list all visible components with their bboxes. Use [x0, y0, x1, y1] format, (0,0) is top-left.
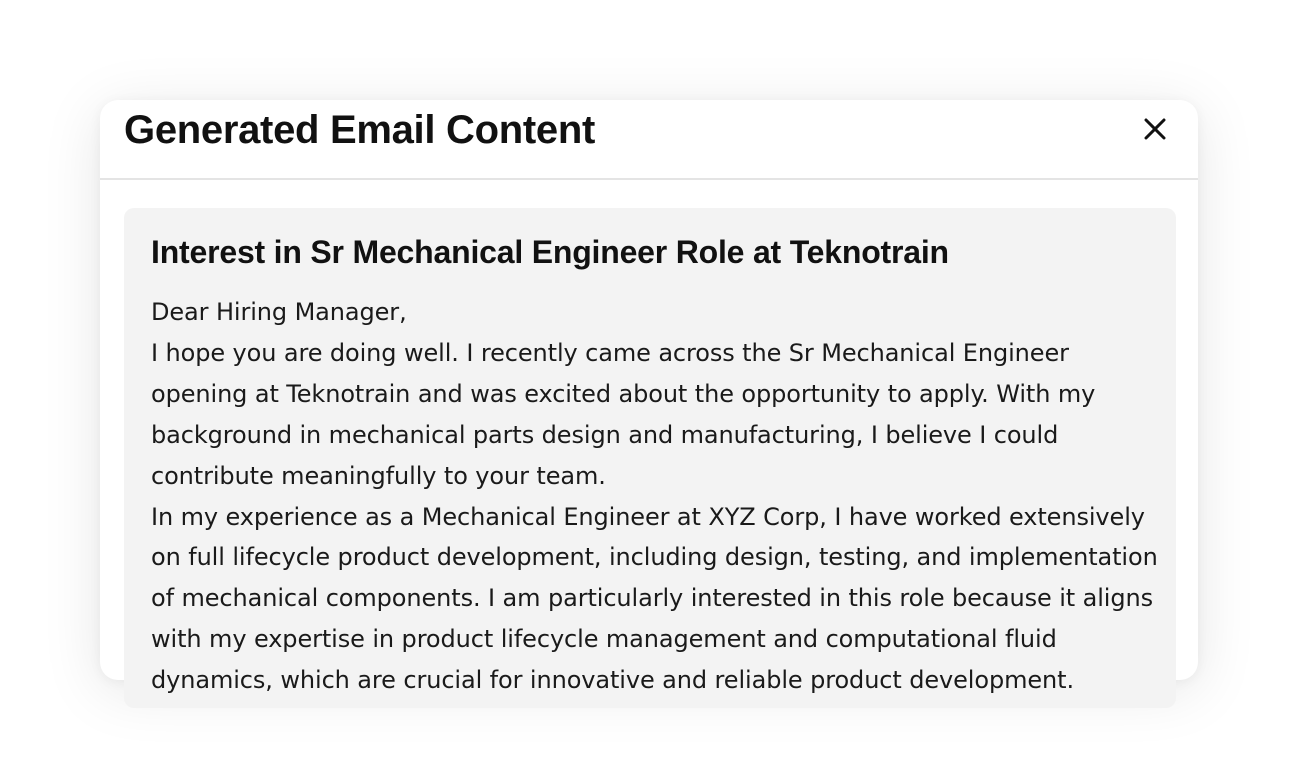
generated-email-modal — [100, 100, 1198, 695]
email-paragraph: In my experience as a Mechanical Engineer at XYZ Corp, I have worked extensively on full lifecycle product development, including design, testing, and implementation of mechanical components. I am particularly interested in this role because it aligns with my expertise in product lifecycle management and computational fluid dynamics, which are crucial for innovative and reliable product development. — [151, 502, 1158, 695]
email-body — [151, 292, 1161, 701]
email-content-card — [124, 208, 1176, 708]
close-button[interactable] — [1140, 114, 1170, 144]
close-icon — [1140, 114, 1170, 144]
modal-header — [100, 100, 1198, 180]
email-greeting: Dear Hiring Manager, — [151, 298, 407, 326]
modal-title: Generated Email Content — [124, 108, 595, 152]
email-paragraph: I hope you are doing well. I recently came across the Sr Mechanical Engineer opening at Teknotrain and was excited about the opportunity to apply. With my background in mechanical parts design and manufacturing, I believe I could contribute meaningfully to your team. — [151, 338, 1096, 490]
email-subject: Interest in Sr Mechanical Engineer Role at Teknotrain — [151, 234, 949, 270]
